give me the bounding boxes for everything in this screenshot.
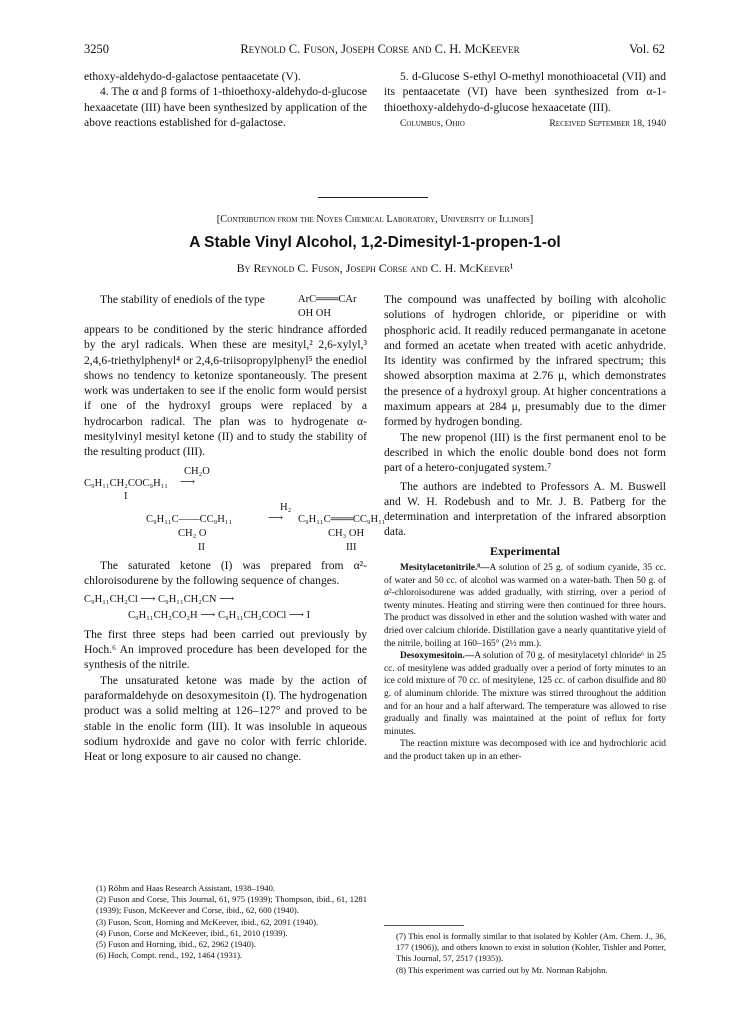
compound-iii-sub: CH₃ OH [328, 527, 365, 539]
experimental-heading: Experimental [490, 543, 560, 558]
page-number: 3250 [84, 42, 109, 56]
right-column [384, 292, 666, 764]
exp-heading-mesitylacetonitrile: Mesitylacetonitrile.⁸— [400, 563, 490, 574]
footnote: (4) Fuson, Corse and McKeever, ibid., 61, 2010 (1939). [96, 927, 288, 938]
prev-article-right [384, 69, 666, 131]
reaction-arrow: ⟶ [268, 512, 284, 524]
reagent-ch2o: CH₂O [184, 465, 210, 477]
compound-iii: C₉H₁₁C═══CC₉H₁₁ [298, 513, 386, 525]
intro-text: The stability of enediols of the type [100, 293, 265, 306]
compound-label-iii: III [346, 541, 357, 553]
enediol-formula-oh: OH OH [298, 308, 331, 319]
compound-ii-sub: CH₂ O [178, 527, 207, 539]
reaction-arrow: ⟶ [180, 476, 196, 488]
footnote: (7) This enol is formally similar to that isolated by Kohler (Am. Chem. J., 36, 177 (1906)), and others known to exist in solution (Kohler, Tishler and Potter, This Journal, 57, 2517 (1935)). [396, 931, 666, 964]
right-footnotes [384, 931, 666, 976]
sequence-line-1: C₉H₁₁CH₂Cl ⟶ C₉H₁₁CH₂CN ⟶ [84, 594, 235, 606]
left-footnotes [84, 883, 367, 961]
footnote: (6) Hoch, Compt. rend., 192, 1464 (1931). [96, 950, 243, 961]
compound-ii: C₉H₁₁C——CC₉H₁₁ [146, 513, 233, 525]
separator-rule [318, 197, 428, 198]
intro-paragraph: appears to be conditioned by the steric hindrance afforded by the aryl radicals. When these are mesityl,² 2,6-xylyl,³ 2,4,6-triethylphenyl⁴ or 2,4,6-triisopropylphenyl⁵ the enediol shows no tendency to ketonize spontaneously. The present work was undertaken to see if the enolic form would persist if one of the hydroxyl groups were replaced by a hydrocarbon radical. The plan was to hydrogenate α-mesitylvinyl mesityl ketone (II) and to study the stability of the resulting product (III). [84, 323, 367, 459]
reaction-scheme-2 [84, 500, 386, 556]
enediol-formula: ArC═══CAr [298, 294, 357, 305]
article-title: A Stable Vinyl Alcohol, 1,2-Dimesityl-1-propen-1-ol [189, 234, 561, 251]
compound-label-ii: II [198, 541, 205, 553]
prev-article-left [84, 69, 367, 130]
paragraph-properties: The compound was unaffected by boiling with alcoholic solutions of hydrogen chloride, or piperidine or with phosphoric acid. It readily reduced permanganate in acetone and formed an acetate when treated with acetic anhydride. Its identity was confirmed by the infrared spectrum; this showed absorption maxima at 2.76 μ, which demonstrates the presence of a hydroxyl group. At higher concentrations a maximum appears at 284 μ, presumably due to the dimer formed by hydrogen bonding. [384, 293, 666, 429]
compound-label-i: I [124, 490, 128, 502]
scheme1-start: C₉H₁₁CH₂COC₉H₁₁ [84, 477, 168, 489]
prev-article-line: ethoxy-aldehydo-d-galactose pentaacetate (V). [84, 70, 301, 83]
byline: By Reynold C. Fuson, Joseph Corse and C. H. McKeever¹ [236, 261, 514, 275]
paragraph-propenol: The new propenol (III) is the first permanent enol to be described in which the enolic double bond does not form part of a hetero-conjugated system.⁷ [384, 430, 666, 475]
contribution-line: [Contribution from the Noyes Chemical Laboratory, University of Illinois] [216, 214, 534, 225]
exp-text: A solution of 70 g. of mesitylacetyl chloride⁶ in 25 cc. of mesitylene was added gradually over a period of forty minutes to an ice cold mixture of 70 cc. of mesitylene, 125 cc. of carbon disulfide and 80 g. of aluminum chloride. The mixture was stirred throughout the addition and for an hour and a half afterward. The temperature was allowed to rise gradually and finally was maintained at the point of reflux for forty minutes. [384, 651, 666, 737]
footnote: (5) Fuson and Horning, ibid., 62, 2962 (1940). [96, 939, 256, 950]
location: Columbus, Ohio [400, 117, 465, 129]
exp-heading-desoxymesitoin: Desoxymesitoin.— [400, 651, 475, 662]
exp-text: A solution of 25 g. of sodium cyanide, 35 cc. of water and 50 cc. of alcohol was warmed on a water-bath. Then 50 g. of α²-chloroisodurene was added gradually, with stirring, over a period of twenty minutes. Heating and stirring were then continued for three hours. The product was dissolved in ether and the solution washed with water and dried over calcium chloride. Distillation gave a nearly quantitative yield of the nitrile, boiling at 160–165° (2½ mm.). [384, 563, 666, 649]
received-date: Received September 18, 1940 [549, 117, 666, 129]
footnote: (8) This experiment was carried out by Mr. Norman Rabjohn. [396, 964, 608, 975]
paragraph-nitrile: The first three steps had been carried out previously by Hoch.⁶ An improved procedure has been developed for the synthesis of the nitrile. [84, 627, 367, 672]
reagent-h2: H₂ [280, 501, 292, 513]
left-column [84, 292, 386, 765]
running-title: Reynold C. Fuson, Joseph Corse and C. H. McKeever [240, 42, 520, 56]
volume-label: Vol. 62 [629, 42, 665, 56]
paragraph-acknowledgement: The authors are indebted to Professors A. M. Buswell and W. H. Rodebush and to Mr. J. B. Patberg for the determination and interpretation of the infrared absorption data. [384, 479, 666, 539]
paragraph-unsaturated: The unsaturated ketone was made by the action of paraformaldehyde on desoxymesitoin (I). The hydrogenation product was a solid melting at 126–127° and proved to be stable in the enolic form (III). It was insoluble in aqueous sodium hydroxide and gave no color with ferric chloride. Heat or long exposure to air caused no change. [84, 673, 367, 764]
exp-text: The reaction mixture was decomposed with ice and hydrochloric acid and the product taken up in an ether- [384, 739, 666, 762]
sequence-line-2: C₉H₁₁CH₂CO₂H ⟶ C₉H₁₁CH₂COCl ⟶ I [128, 609, 311, 621]
prev-article-para-5: 5. d-Glucose S-ethyl O-methyl monothioacetal (VII) and its pentaacetate (VI) have been synthesized from α-1-thioethoxy-aldehydo-d-glucose hexaacetate (III). [384, 70, 666, 114]
footnote: (2) Fuson and Corse, This Journal, 61, 975 (1939); Thompson, ibid., 61, 1281 (1939); Fuson, McKeever and Corse, ibid., 62, 600 (1940). [96, 894, 367, 916]
footnote-rule [384, 925, 464, 926]
footnote: (3) Fuson, Scott, Horning and McKeever, ibid., 62, 2091 (1940). [96, 916, 319, 927]
paragraph-ketone: The saturated ketone (I) was prepared from α²-chloroisodurene by the following sequence of changes. [84, 558, 367, 587]
reaction-scheme-1 [84, 464, 367, 500]
footnote: (1) Röhm and Haas Research Assistant, 1938–1940. [96, 883, 276, 893]
prev-article-para-4: 4. The α and β forms of 1-thioethoxy-aldehydo-d-glucose hexaacetate (III) have been synthesized by application of the above reactions established for d-galactose. [84, 85, 367, 129]
